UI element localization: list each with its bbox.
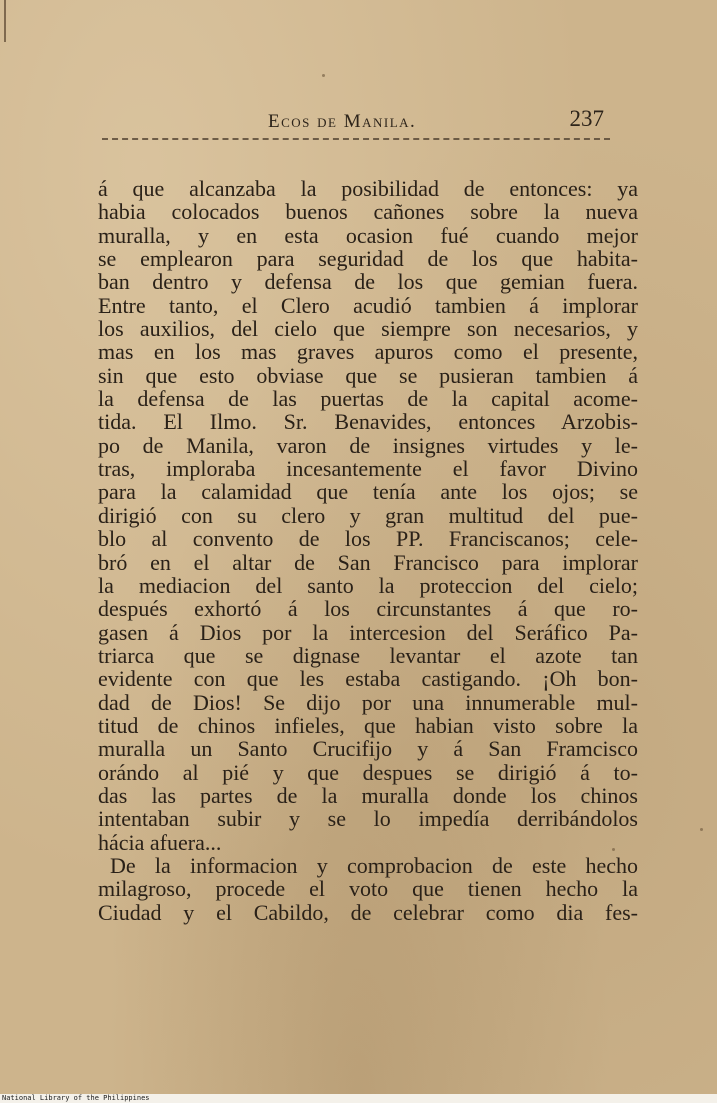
text-line: blo al convento de los PP. Franciscanos; cele-	[98, 526, 638, 552]
scan-credit: National Library of the Philippines	[2, 1094, 150, 1102]
text-line: bró en el altar de San Francisco para implorar	[98, 549, 638, 575]
text-line: das las partes de la muralla donde los chinos	[98, 782, 638, 808]
text-line: mas en los mas graves apuros como el presente,	[98, 339, 638, 365]
scan-footer	[0, 1094, 717, 1103]
text-line: triarca que se dignase levantar el azote tan	[98, 642, 638, 668]
text-line: tras, imploraba incesantemente el favor Divino	[98, 456, 638, 482]
text-line: sin que esto obviase que se pusieran tambien á	[98, 362, 638, 388]
text-line: habia colocados buenos cañones sobre la nueva	[98, 199, 638, 225]
text-line: Ciudad y el Cabildo, de celebrar como dia fes-	[98, 899, 638, 925]
text-line: Entre tanto, el Clero acudió tambien á implorar	[98, 292, 638, 318]
running-title: Ecos de Manila.	[268, 111, 417, 132]
text-line: á que alcanzaba la posibilidad de entonces: ya	[98, 176, 638, 201]
text-line: dad de Dios! Se dijo por una innumerable mul-	[98, 689, 638, 715]
paper-speck	[612, 848, 615, 851]
text-line: evidente con que les estaba castigando. ¡Oh bon-	[98, 666, 638, 692]
text-line: milagroso, procede el voto que tienen hecho la	[98, 876, 638, 902]
text-line: ban dentro y defensa de los que gemian fuera.	[98, 269, 638, 295]
page-header	[100, 106, 640, 139]
text-line-paragraph-start: De la informacion y comprobacion de este hecho	[110, 852, 638, 878]
body-text	[98, 177, 638, 924]
header-rule	[102, 138, 610, 144]
paper-speck	[700, 828, 703, 831]
text-line: titud de chinos infieles, que habian visto sobre la	[98, 712, 638, 738]
text-line: intentaban subir y se lo impedía derribándolos	[98, 806, 638, 832]
text-line: gasen á Dios por la intercesion del Seráfico Pa-	[98, 619, 638, 645]
text-line: muralla un Santo Crucifijo y á San Framcisco	[98, 736, 638, 762]
text-line: orándo al pié y que despues se dirigió á to-	[98, 759, 638, 785]
text-line: dirigió con su clero y gran multitud del pue-	[98, 502, 638, 528]
margin-mark	[4, 0, 6, 42]
paper-speck	[322, 74, 325, 77]
page-number: 237	[569, 106, 604, 131]
text-line-paragraph-end: hácia afuera...	[98, 829, 222, 855]
text-line: tida. El Ilmo. Sr. Benavides, entonces Arzobis-	[98, 409, 638, 435]
text-line: muralla, y en esta ocasion fué cuando mejor	[98, 222, 638, 248]
text-line: se emplearon para seguridad de los que habita-	[98, 246, 638, 272]
text-line: la mediacion del santo la proteccion del cielo;	[98, 572, 638, 598]
text-line: para la calamidad que tenía ante los ojos; se	[98, 479, 638, 505]
text-line: po de Manila, varon de insignes virtudes y le-	[98, 432, 638, 458]
text-line: los auxilios, del cielo que siempre son necesarios, y	[98, 316, 638, 342]
text-line: la defensa de las puertas de la capital acome-	[98, 386, 638, 412]
text-line: después exhortó á los circunstantes á que ro-	[98, 596, 638, 622]
